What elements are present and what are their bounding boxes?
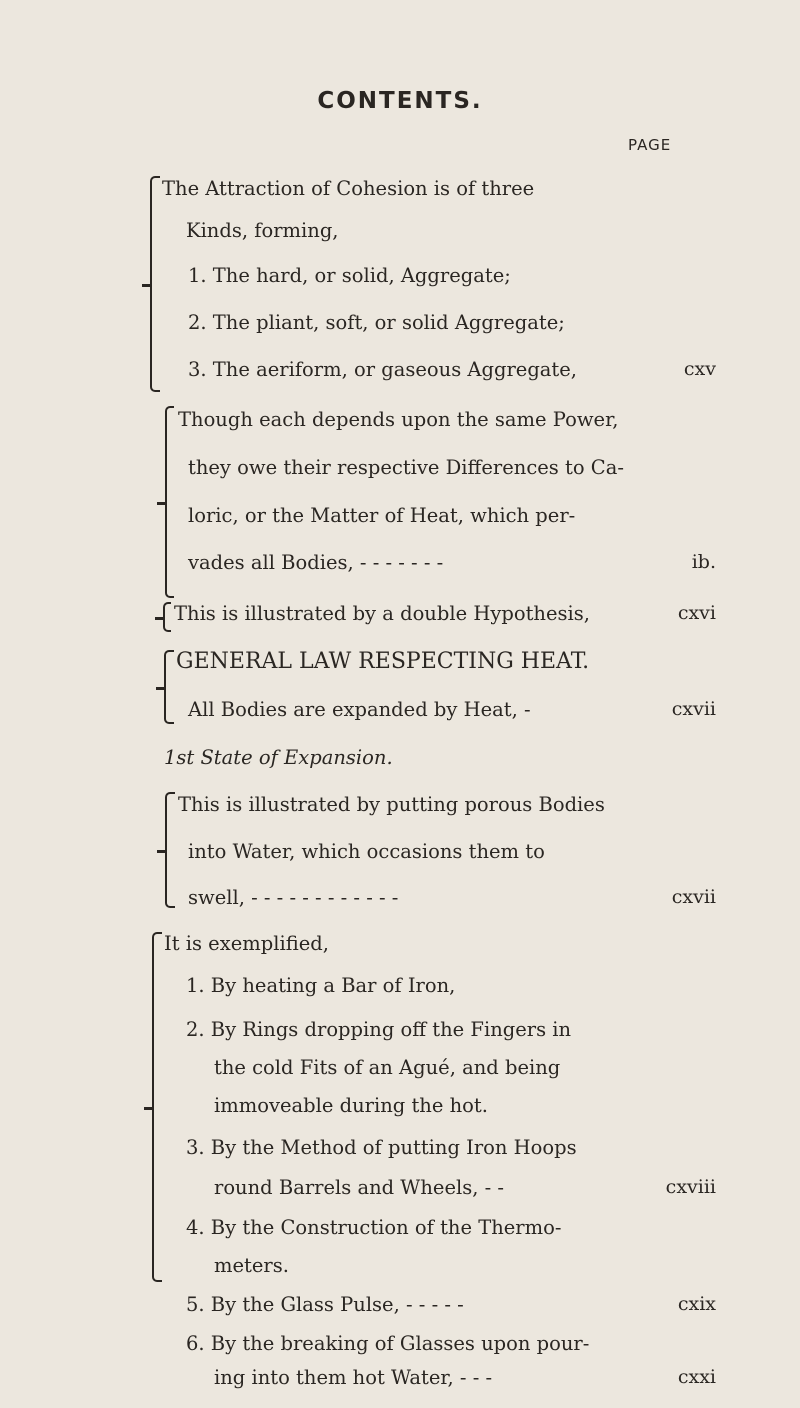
page-number: cxvi [677,602,716,624]
toc-line: 4. By the Construction of the Thermo- [186,1216,562,1239]
toc-line: ing into them hot Water, - - - [214,1366,493,1389]
brace [150,176,160,392]
page-number: cxix [677,1293,716,1315]
toc-line: 3. The aeriform, or gaseous Aggregate, [188,358,578,381]
toc-line: round Barrels and Wheels, - - [214,1176,505,1199]
subsection-title: 1st State of Expansion. [164,746,393,769]
toc-line: 5. By the Glass Pulse, - - - - - [186,1293,464,1316]
page-number: cxvii [671,886,716,908]
page-column-label: PAGE [628,136,672,154]
brace [164,650,174,724]
brace [165,406,174,598]
toc-line: 3. By the Method of putting Iron Hoops [186,1136,577,1159]
toc-line: All Bodies are expanded by Heat, - [188,698,531,721]
brace [165,792,175,908]
page-number: ib. [691,551,716,573]
toc-line: the cold Fits of an Agué, and being [214,1056,561,1079]
toc-line: swell, - - - - - - - - - - - - [188,886,399,909]
toc-line: into Water, which occasions them to [188,840,545,863]
toc-line: vades all Bodies, - - - - - - - [188,551,444,574]
toc-line: Kinds, forming, [186,219,339,242]
page-number: cxxi [677,1366,716,1388]
page-number: cxv [683,358,716,380]
toc-line: 2. By Rings dropping off the Fingers in [186,1018,572,1041]
toc-line: This is illustrated by a double Hypothesis, [174,602,590,625]
page-number: cxviii [665,1176,716,1198]
toc-line: 1. By heating a Bar of Iron, [186,974,456,997]
page-title: CONTENTS. [317,88,483,114]
toc-line: The Attraction of Cohesion is of three [162,177,535,200]
toc-line: It is exemplified, [164,932,329,955]
toc-line: 1. The hard, or solid, Aggregate; [188,264,511,287]
toc-line: they owe their respective Differences to Ca- [188,456,624,479]
toc-line: 6. By the breaking of Glasses upon pour- [186,1332,590,1355]
brace [163,602,171,632]
brace [152,932,162,1282]
toc-line: Though each depends upon the same Power, [178,408,619,431]
toc-line: meters. [214,1254,289,1277]
section-heading: GENERAL LAW RESPECTING HEAT. [176,649,590,674]
toc-line: loric, or the Matter of Heat, which per- [188,504,576,527]
toc-line: This is illustrated by putting porous Bodies [178,793,605,816]
toc-line: immoveable during the hot. [214,1094,488,1117]
page-number: cxvii [671,698,716,720]
toc-line: 2. The pliant, soft, or solid Aggregate; [188,311,565,334]
